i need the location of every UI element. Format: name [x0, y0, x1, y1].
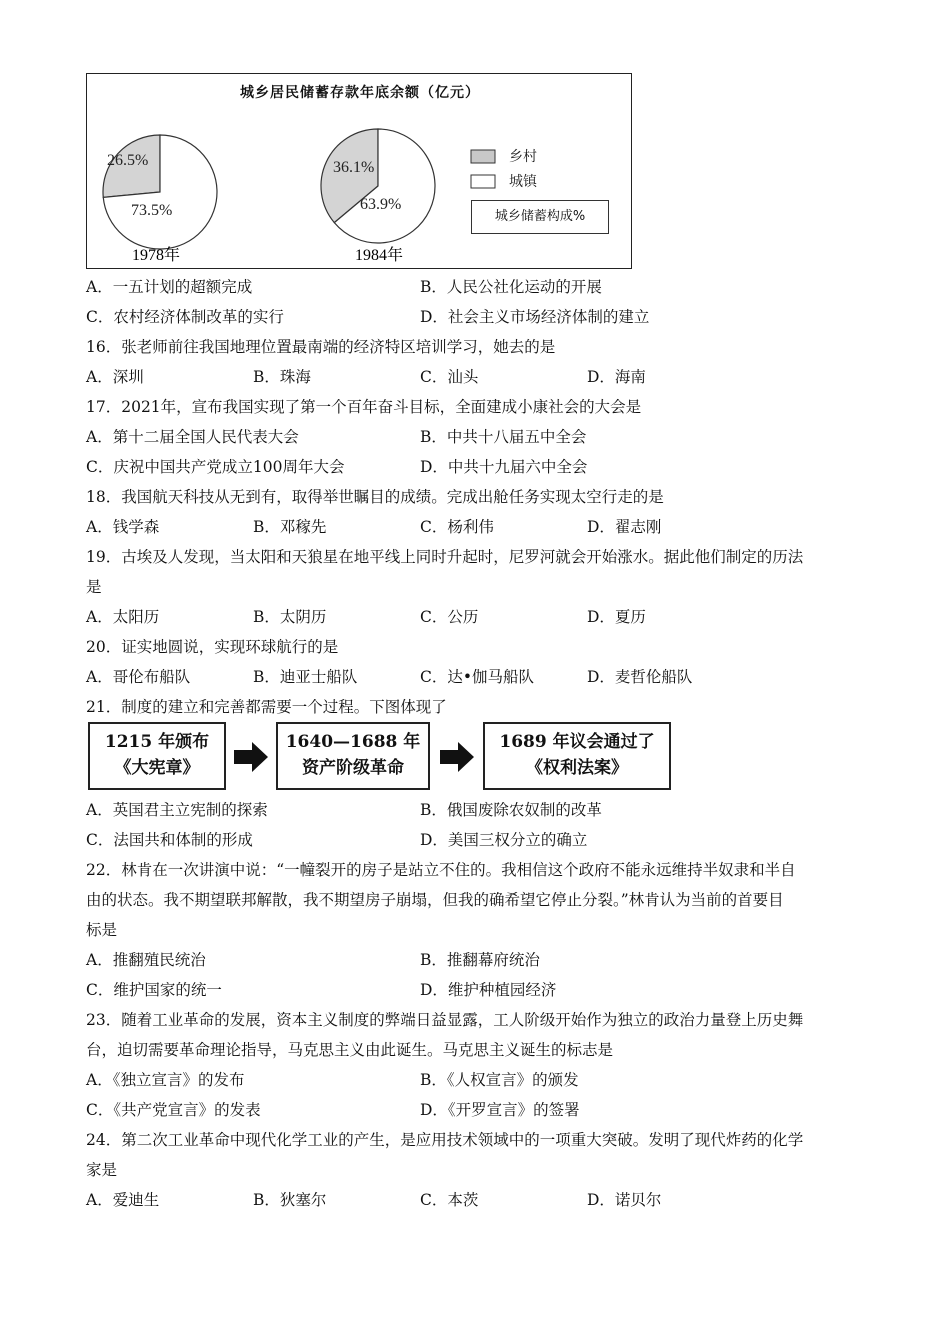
q22-stem-line1: 22．林肯在一次讲演中说：“一幢裂开的房子是站立不住的。我相信这个政府不能永远维持半奴隶和半自	[86, 861, 796, 879]
pie-value-label: 36.1%	[333, 159, 375, 176]
savings-chart	[86, 73, 632, 269]
q19-option-b: B．太阴历	[253, 608, 327, 626]
flow-box-2-line2: 资产阶级革命	[302, 758, 404, 778]
q21-option-b: B．俄国废除农奴制的改革	[420, 801, 602, 819]
flow-box-1-line2: 《大宪章》	[114, 758, 200, 778]
q22-option-c: C．维护国家的统一	[86, 981, 222, 999]
q16-option-a: A．深圳	[86, 368, 144, 386]
q24-stem-line2: 家是	[86, 1161, 118, 1179]
chart-svg	[87, 74, 633, 270]
q19-stem-line2: 是	[86, 578, 102, 596]
q19-option-d: D．夏历	[587, 608, 646, 626]
q23-stem-line2: 台，迫切需要革命理论指导，马克思主义由此诞生。马克思主义诞生的标志是	[86, 1041, 614, 1059]
year-label-1984: 1984年	[355, 247, 404, 264]
q16-stem: 16．张老师前往我国地理位置最南端的经济特区培训学习，她去的是	[86, 338, 556, 356]
q19-stem-line1: 19．古埃及人发现，当太阳和天狼星在地平线上同时升起时，尼罗河就会开始涨水。据此他们制定的历法	[86, 548, 804, 566]
flow-box-3-line2: 《权利法案》	[526, 758, 628, 778]
q15-option-c: C．农村经济体制改革的实行	[86, 308, 284, 326]
q24-stem-line1: 24．第二次工业革命中现代化学工业的产生，是应用技术领域中的一项重大突破。发明了现代炸药的化学	[86, 1131, 804, 1149]
q15-option-a: A．一五计划的超额完成	[86, 278, 253, 296]
q18-stem: 18．我国航天科技从无到有，取得举世瞩目的成绩。完成出舱任务实现太空行走的是	[86, 488, 664, 506]
q16-option-d: D．海南	[587, 368, 646, 386]
q24-option-a: A．爱迪生	[86, 1191, 160, 1209]
q18-option-a: A．钱学森	[86, 518, 160, 536]
q15-option-d: D．社会主义市场经济体制的建立	[420, 308, 650, 326]
q16-option-b: B．珠海	[253, 368, 311, 386]
pie-value-label: 26.5%	[107, 152, 149, 169]
pie-value-label: 63.9%	[360, 196, 402, 213]
q22-stem-line3: 标是	[86, 921, 118, 939]
q17-option-a: A．第十二届全国人民代表大会	[86, 428, 299, 446]
q20-option-d: D．麦哲伦船队	[587, 668, 693, 686]
pie-1978	[103, 135, 217, 249]
year-label-1978: 1978年	[132, 247, 181, 264]
q17-option-c: C．庆祝中国共产党成立100周年大会	[86, 458, 345, 476]
q20-option-b: B．迪亚士船队	[253, 668, 358, 686]
flow-box-revolution	[276, 722, 430, 790]
legend-label-urban: 城镇	[509, 174, 537, 190]
flow-box-magna-carta	[88, 722, 226, 790]
q15-option-b: B．人民公社化运动的开展	[420, 278, 602, 296]
flow-arrow-icon	[234, 740, 270, 774]
q20-option-c: C．达•伽马船队	[420, 668, 535, 686]
q24-option-c: C．本茨	[420, 1191, 479, 1209]
q23-option-c: C．《共产党宣言》的发表	[86, 1101, 261, 1119]
q17-option-b: B．中共十八届五中全会	[420, 428, 587, 446]
q23-stem-line1: 23．随着工业革命的发展，资本主义制度的弊端日益显露，工人阶级开始作为独立的政治力量登上历史舞	[86, 1011, 804, 1029]
q24-option-d: D．诺贝尔	[587, 1191, 662, 1209]
q21-option-d: D．美国三权分立的确立	[420, 831, 588, 849]
legend-label-rural: 乡村	[509, 149, 537, 165]
q24-option-b: B．狄塞尔	[253, 1191, 327, 1209]
legend-swatch-urban	[471, 175, 495, 188]
legend-swatch-rural	[471, 150, 495, 163]
q19-option-a: A．太阳历	[86, 608, 160, 626]
q22-option-a: A．推翻殖民统治	[86, 951, 206, 969]
pie-1984	[321, 129, 435, 243]
flow-box-bill-of-rights	[483, 722, 671, 790]
chart-title: 城乡居民储蓄存款年底余额（亿元）	[240, 85, 480, 101]
q20-option-a: A．哥伦布船队	[86, 668, 191, 686]
q17-option-d: D．中共十九届六中全会	[420, 458, 588, 476]
q21-option-a: A．英国君主立宪制的探索	[86, 801, 268, 819]
q22-option-d: D．维护种植园经济	[420, 981, 557, 999]
q23-option-d: D．《开罗宣言》的签署	[420, 1101, 580, 1119]
q18-option-d: D．翟志刚	[587, 518, 662, 536]
q23-option-a: A．《独立宣言》的发布	[86, 1071, 245, 1089]
q22-stem-line2: 由的状态。我不期望联邦解散，我不期望房子崩塌，但我的确希望它停止分裂。”林肯认为当前的首要目	[86, 891, 784, 909]
q21-stem: 21．制度的建立和完善都需要一个过程。下图体现了	[86, 698, 447, 716]
q18-option-b: B．邓稼先	[253, 518, 327, 536]
q16-option-c: C．汕头	[420, 368, 479, 386]
flow-box-2-line1: 1640—1688 年	[285, 732, 421, 752]
q18-option-c: C．杨利伟	[420, 518, 494, 536]
flow-box-3-line1: 1689 年议会通过了	[499, 732, 655, 752]
legend-note: 城乡储蓄构成%	[471, 200, 609, 234]
q21-option-c: C．法国共和体制的形成	[86, 831, 253, 849]
pie-value-label: 73.5%	[131, 202, 173, 219]
q23-option-b: B．《人权宣言》的颁发	[420, 1071, 579, 1089]
q19-option-c: C．公历	[420, 608, 479, 626]
q17-stem: 17．2021年，宣布我国实现了第一个百年奋斗目标，全面建成小康社会的大会是	[86, 398, 642, 416]
q20-stem: 20．证实地圆说，实现环球航行的是	[86, 638, 339, 656]
flow-arrow-icon	[440, 740, 476, 774]
q22-option-b: B．推翻幕府统治	[420, 951, 540, 969]
flow-box-1-line1: 1215 年颁布	[104, 732, 210, 752]
